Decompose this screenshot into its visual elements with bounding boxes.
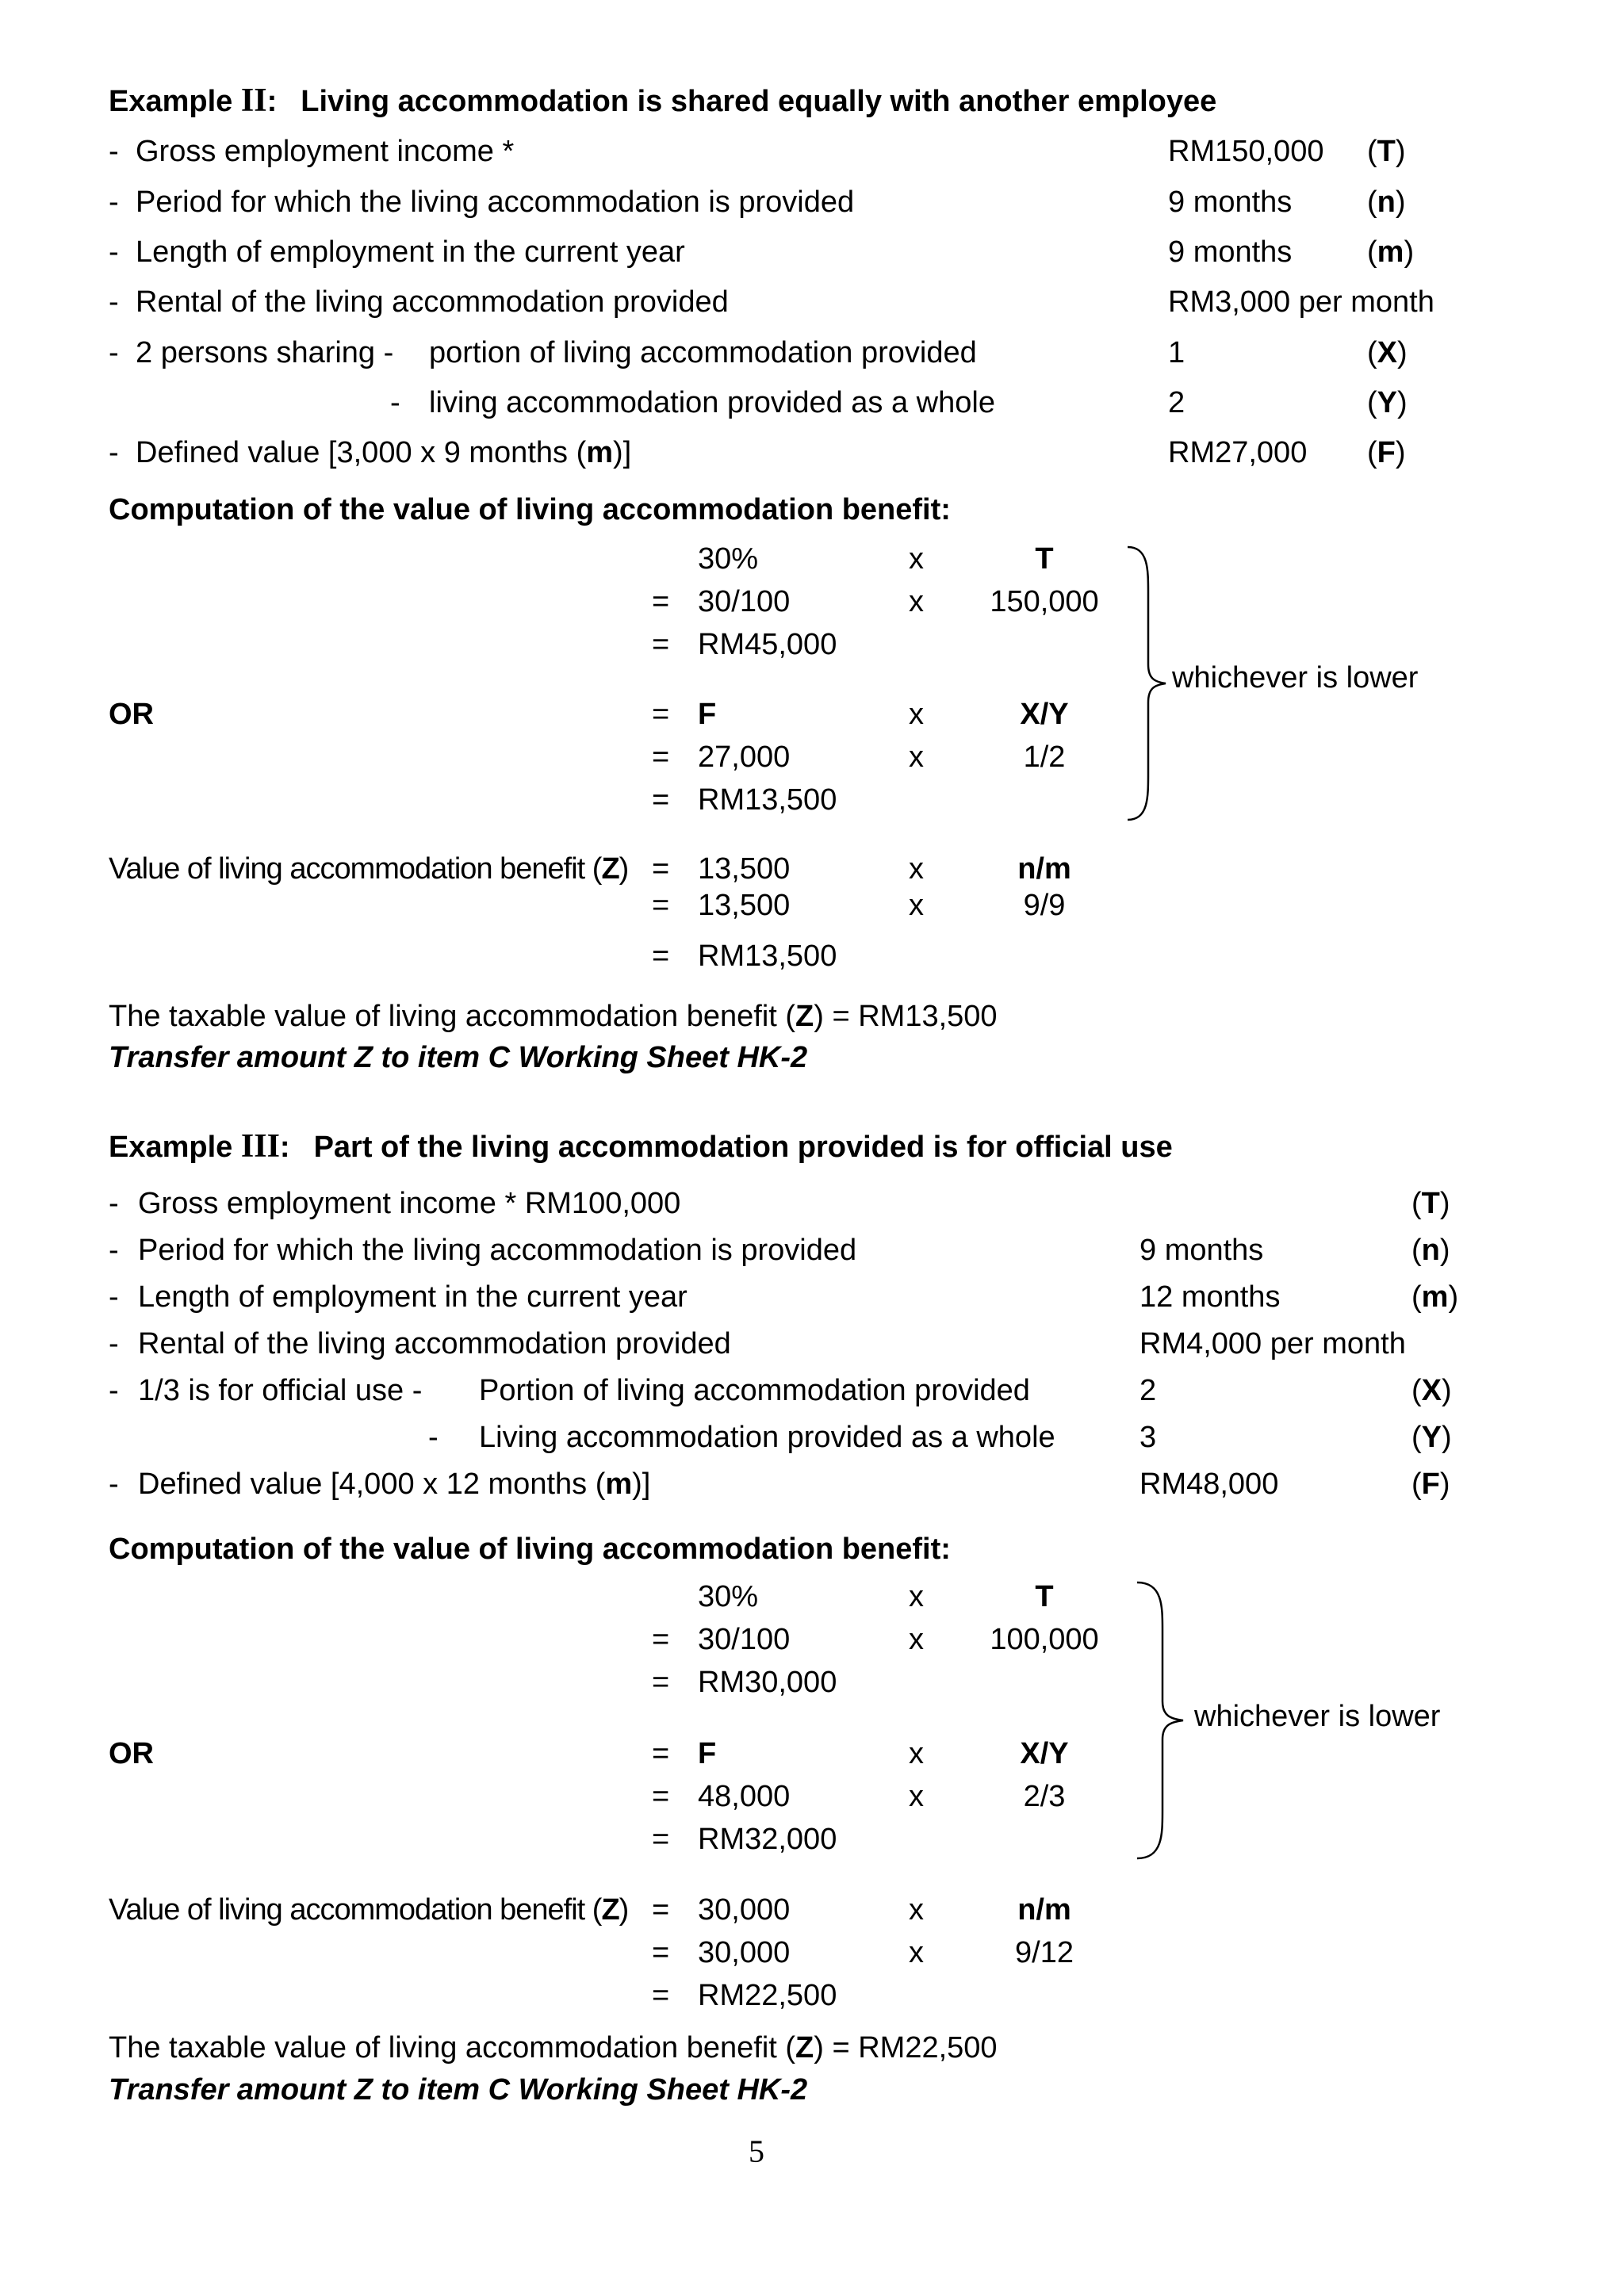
calc-op: x xyxy=(909,585,924,618)
calc-op: x xyxy=(909,852,924,886)
bullet-dash: - xyxy=(428,1421,439,1454)
item-value: 12 months xyxy=(1139,1280,1281,1314)
calc-eq: = xyxy=(652,1666,670,1699)
item-value: 1 xyxy=(1168,336,1185,369)
calc-b: 2/3 xyxy=(1023,1780,1066,1813)
item-sub-portion: Portion of living accommodation provided xyxy=(479,1374,1030,1407)
calc-b: n/m xyxy=(1017,852,1071,886)
or-label: OR xyxy=(109,698,154,731)
calc-b: 9/9 xyxy=(1023,889,1066,922)
item-gross-income: Gross employment income * xyxy=(136,135,515,168)
item-symbol: (m) xyxy=(1411,1280,1459,1314)
transfer-note: Transfer amount Z to item C Working Sheet HK-2 xyxy=(109,2073,808,2107)
transfer-note: Transfer amount Z to item C Working Sheet HK-2 xyxy=(109,1041,808,1074)
example-2-heading: Example II: Living accommodation is shared equally with another employee xyxy=(109,82,1217,119)
item-period: Period for which the living accommodation is provided xyxy=(138,1234,857,1267)
item-length: Length of employment in the current year xyxy=(138,1280,688,1314)
item-symbol: (Y) xyxy=(1367,386,1408,419)
calc-eq: = xyxy=(652,1780,670,1813)
item-value: 2 xyxy=(1139,1374,1157,1407)
item-symbol: (m) xyxy=(1367,235,1415,269)
calc-a: F xyxy=(698,1737,717,1770)
item-symbol: (n) xyxy=(1367,186,1406,219)
calc-a: 30,000 xyxy=(698,1893,791,1927)
item-defined-value: Defined value [4,000 x 12 months (m)] xyxy=(138,1468,651,1501)
calc-op: x xyxy=(909,698,924,731)
item-symbol: (T) xyxy=(1367,135,1406,168)
calc-a: 13,500 xyxy=(698,889,791,922)
calc-b: n/m xyxy=(1017,1893,1071,1927)
calc-result: RM13,500 xyxy=(698,783,837,817)
item-symbol: (X) xyxy=(1367,336,1408,369)
item-length: Length of employment in the current year xyxy=(136,235,685,269)
taxable-value: The taxable value of living accommodation benefit (Z) = RM13,500 xyxy=(109,1000,998,1033)
calc-eq: = xyxy=(652,1623,670,1656)
item-value: RM27,000 xyxy=(1168,436,1308,469)
calc-b: 1/2 xyxy=(1023,740,1066,774)
calc-eq: = xyxy=(652,1979,670,2012)
bullet-dash: - xyxy=(109,235,119,269)
calc-eq: = xyxy=(652,1936,670,1969)
item-symbol: (F) xyxy=(1367,436,1406,469)
item-value: 9 months xyxy=(1168,235,1293,269)
item-symbol: (F) xyxy=(1411,1468,1450,1501)
calc-result: RM22,500 xyxy=(698,1979,837,2012)
item-sub-portion: portion of living accommodation provided xyxy=(429,336,977,369)
item-value: 3 xyxy=(1139,1421,1157,1454)
calc-eq: = xyxy=(652,889,670,922)
item-rental: Rental of the living accommodation provided xyxy=(138,1327,731,1360)
item-rental: Rental of the living accommodation provided xyxy=(136,285,729,319)
calc-result: RM45,000 xyxy=(698,628,837,661)
item-symbol: (T) xyxy=(1411,1187,1450,1220)
calc-a: 30% xyxy=(698,1580,759,1613)
calc-b: X/Y xyxy=(1020,1737,1069,1770)
calc-eq: = xyxy=(652,1737,670,1770)
calc-b: 100,000 xyxy=(990,1623,1099,1656)
calc-eq: = xyxy=(652,1823,670,1856)
calc-op: x xyxy=(909,1936,924,1969)
item-value: RM150,000 xyxy=(1168,135,1324,168)
item-sub-whole: living accommodation provided as a whole xyxy=(429,386,995,419)
calc-op: x xyxy=(909,1780,924,1813)
item-sub-whole: Living accommodation provided as a whole xyxy=(479,1421,1055,1454)
item-gross-income: Gross employment income * RM100,000 xyxy=(138,1187,681,1220)
calc-b: T xyxy=(1035,542,1054,576)
computation-heading: Computation of the value of living accommodation benefit: xyxy=(109,1533,951,1566)
calc-a: 13,500 xyxy=(698,852,791,886)
bullet-dash: - xyxy=(109,1468,119,1501)
calc-eq: = xyxy=(652,585,670,618)
calc-result: RM30,000 xyxy=(698,1666,837,1699)
bullet-dash: - xyxy=(109,285,119,319)
whichever-note: whichever is lower xyxy=(1194,1700,1441,1733)
calc-eq: = xyxy=(652,740,670,774)
item-symbol: (Y) xyxy=(1411,1421,1452,1454)
computation-heading: Computation of the value of living accommodation benefit: xyxy=(109,493,951,526)
item-defined-value: Defined value [3,000 x 9 months (m)] xyxy=(136,436,632,469)
calc-a: 30,000 xyxy=(698,1936,791,1969)
item-symbol: (X) xyxy=(1411,1374,1452,1407)
calc-a: 27,000 xyxy=(698,740,791,774)
calc-b: X/Y xyxy=(1020,698,1069,731)
item-value: RM48,000 xyxy=(1139,1468,1279,1501)
calc-op: x xyxy=(909,1580,924,1613)
bullet-dash: - xyxy=(109,1187,119,1220)
calc-a: F xyxy=(698,698,717,731)
calc-a: 30% xyxy=(698,542,759,576)
page-number: 5 xyxy=(749,2133,764,2169)
bullet-dash: - xyxy=(109,186,119,219)
calc-result: RM13,500 xyxy=(698,939,837,973)
item-value: 9 months xyxy=(1168,186,1293,219)
whichever-note: whichever is lower xyxy=(1172,661,1419,695)
calc-eq: = xyxy=(652,1893,670,1927)
bullet-dash: - xyxy=(109,1234,119,1267)
calc-a: 30/100 xyxy=(698,1623,791,1656)
calc-eq: = xyxy=(652,698,670,731)
calc-eq: = xyxy=(652,628,670,661)
calc-a: 48,000 xyxy=(698,1780,791,1813)
item-symbol: (n) xyxy=(1411,1234,1450,1267)
item-value: 9 months xyxy=(1139,1234,1264,1267)
calc-eq: = xyxy=(652,783,670,817)
calc-result: RM32,000 xyxy=(698,1823,837,1856)
value-label: Value of living accommodation benefit (Z) xyxy=(109,852,629,886)
value-label: Value of living accommodation benefit (Z) xyxy=(109,1893,629,1927)
calc-op: x xyxy=(909,889,924,922)
bullet-dash: - xyxy=(109,336,119,369)
bullet-dash: - xyxy=(109,135,119,168)
calc-b: T xyxy=(1035,1580,1054,1613)
calc-b: 150,000 xyxy=(990,585,1099,618)
calc-a: 30/100 xyxy=(698,585,791,618)
item-sharing: 2 persons sharing - xyxy=(136,336,394,369)
calc-op: x xyxy=(909,1737,924,1770)
bullet-dash: - xyxy=(109,1280,119,1314)
item-period: Period for which the living accommodation is provided xyxy=(136,186,855,219)
item-official-use: 1/3 is for official use - xyxy=(138,1374,423,1407)
bullet-dash: - xyxy=(390,386,400,419)
calc-op: x xyxy=(909,542,924,576)
calc-op: x xyxy=(909,1893,924,1927)
calc-eq: = xyxy=(652,939,670,973)
calc-eq: = xyxy=(652,852,670,886)
bullet-dash: - xyxy=(109,436,119,469)
bullet-dash: - xyxy=(109,1374,119,1407)
item-value: 2 xyxy=(1168,386,1185,419)
calc-b: 9/12 xyxy=(1015,1936,1074,1969)
or-label: OR xyxy=(109,1737,154,1770)
calc-op: x xyxy=(909,1623,924,1656)
item-value: RM4,000 per month xyxy=(1139,1327,1406,1360)
taxable-value: The taxable value of living accommodation benefit (Z) = RM22,500 xyxy=(109,2031,998,2064)
bullet-dash: - xyxy=(109,1327,119,1360)
item-value: RM3,000 per month xyxy=(1168,285,1434,319)
example-3-heading: Example III: Part of the living accommodation provided is for official use xyxy=(109,1128,1173,1165)
calc-op: x xyxy=(909,740,924,774)
